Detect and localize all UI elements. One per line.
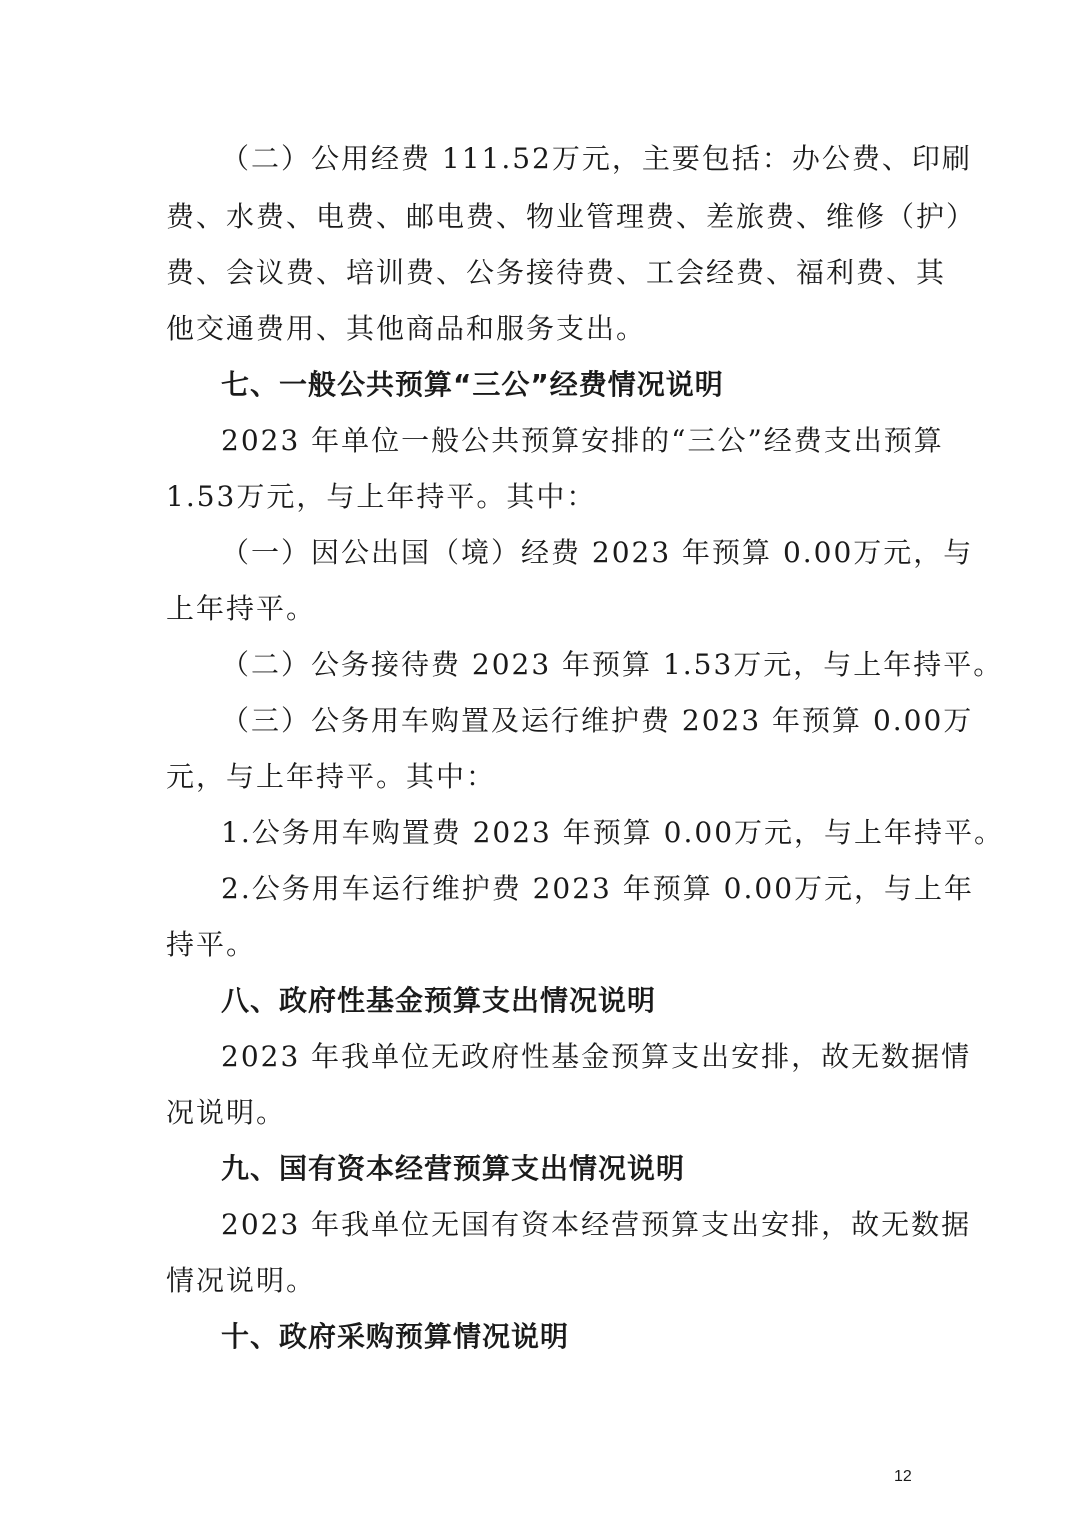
paragraph-line: 元，与上年持平。其中：	[166, 760, 497, 793]
paragraph-line: 持平。	[166, 928, 257, 961]
paragraph-line: 他交通费用、其他商品和服务支出。	[166, 312, 647, 345]
section-heading-10: 十、政府采购预算情况说明	[221, 1320, 570, 1353]
paragraph-line: 2.公务用车运行维护费 2023 年预算 0.00万元，与上年	[221, 872, 975, 905]
paragraph-line: 费、水费、电费、邮电费、物业管理费、差旅费、维修（护）	[166, 200, 977, 233]
paragraph-line: 情况说明。	[166, 1264, 317, 1297]
paragraph-line: （二）公务接待费 2023 年预算 1.53万元，与上年持平。	[221, 648, 1004, 681]
page-number: 12	[894, 1468, 912, 1485]
paragraph-line: 2023 年我单位无国有资本经营预算支出安排，故无数据	[221, 1208, 972, 1241]
paragraph-line: 况说明。	[166, 1096, 287, 1129]
paragraph-line: 费、会议费、培训费、公务接待费、工会经费、福利费、其	[166, 256, 947, 289]
section-heading-7: 七、一般公共预算“三公”经费情况说明	[221, 368, 724, 401]
paragraph-line: 1.公务用车购置费 2023 年预算 0.00万元，与上年持平。	[221, 816, 1005, 849]
section-heading-8: 八、政府性基金预算支出情况说明	[221, 984, 657, 1017]
section-heading-9: 九、国有资本经营预算支出情况说明	[221, 1152, 686, 1185]
paragraph-line: 2023 年单位一般公共预算安排的“三公”经费支出预算	[221, 424, 944, 457]
paragraph-line: 上年持平。	[166, 592, 317, 625]
paragraph-line: （一）因公出国（境）经费 2023 年预算 0.00万元，与	[221, 536, 974, 569]
paragraph-line: （三）公务用车购置及运行维护费 2023 年预算 0.00万	[221, 704, 974, 737]
paragraph-line: （二）公用经费 111.52万元，主要包括：办公费、印刷	[221, 142, 972, 175]
paragraph-line: 1.53万元，与上年持平。其中：	[166, 480, 597, 513]
paragraph-line: 2023 年我单位无政府性基金预算支出安排，故无数据情	[221, 1040, 972, 1073]
